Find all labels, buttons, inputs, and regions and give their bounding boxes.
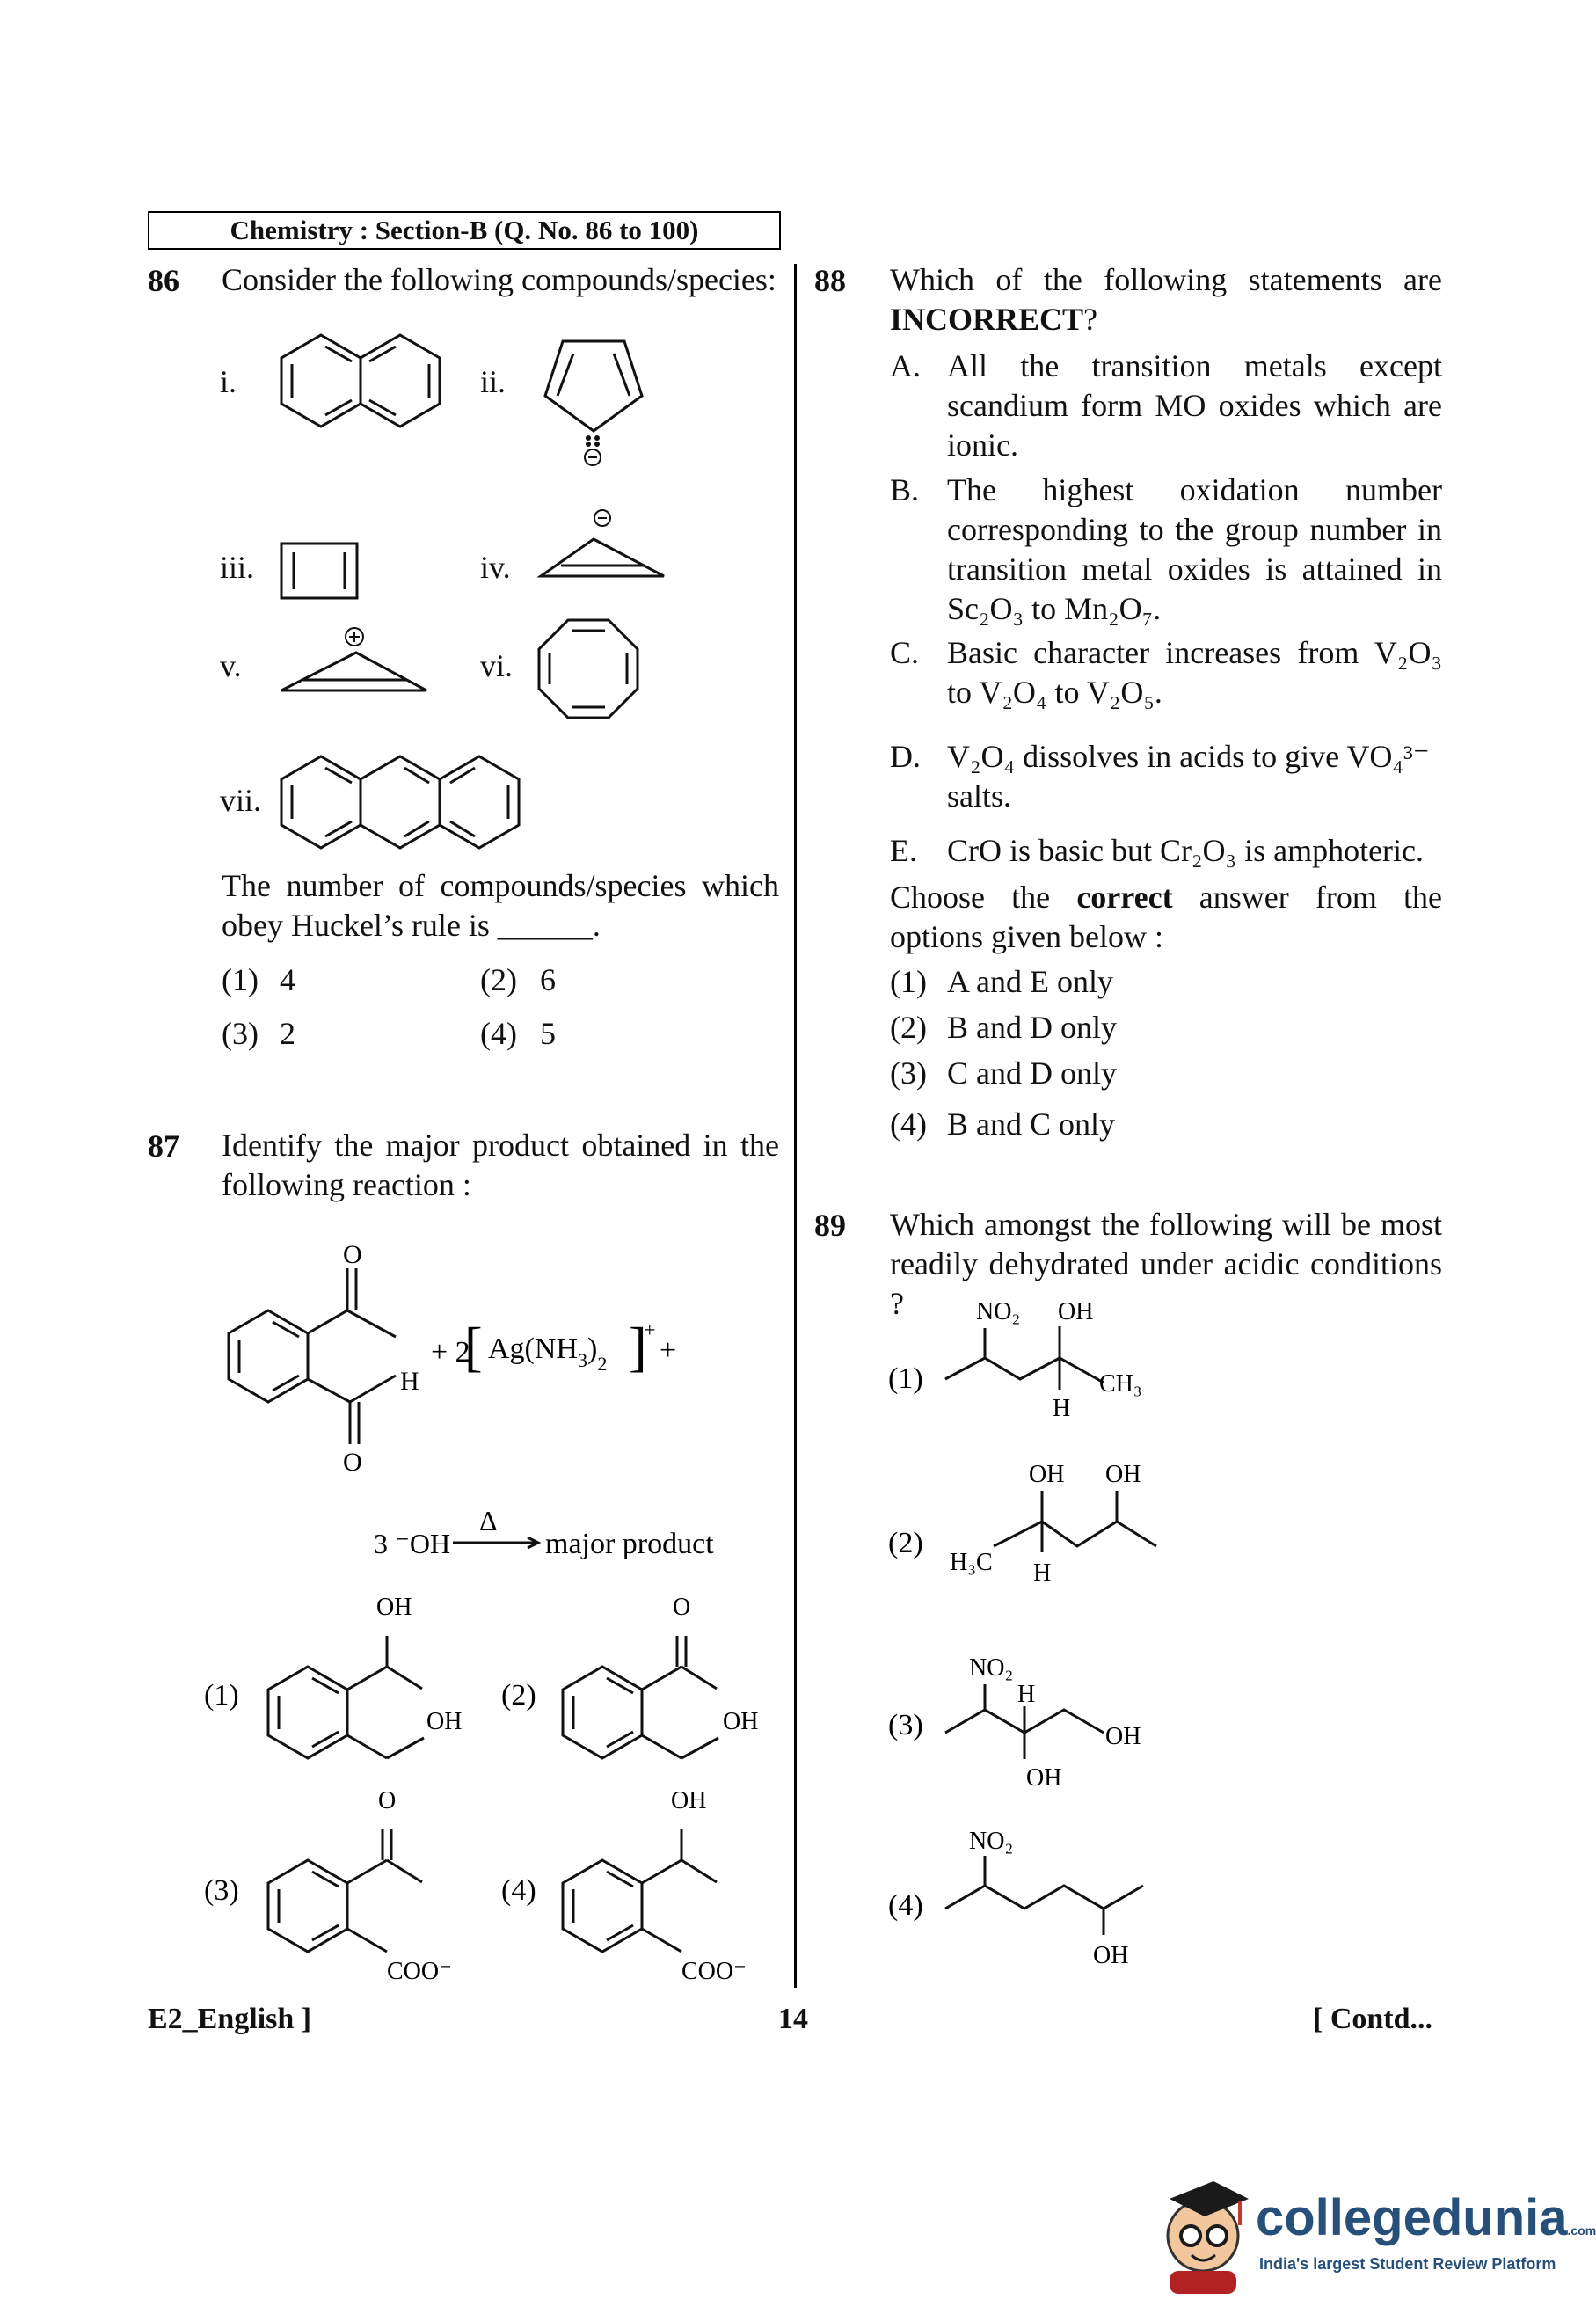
q86-opt4-value[interactable]: 5 xyxy=(540,1016,556,1051)
q89-opt2-oh-b: OH xyxy=(1105,1461,1141,1488)
q86-prompt: The number of compounds/species which obey Huckel’s rule is ______. xyxy=(222,868,779,943)
footer-right: [ Contd... xyxy=(1313,2003,1433,2035)
q88-opt1-text[interactable]: A and E only xyxy=(947,964,1113,999)
opt2-o: O xyxy=(673,1594,691,1621)
cyclopropenyl-cation-structure xyxy=(281,628,426,690)
base-text: 3 ⁻OH xyxy=(374,1528,451,1559)
q88-number: 88 xyxy=(814,263,846,298)
logo-suffix: .com xyxy=(1567,2223,1596,2238)
q86-label-ii: ii. xyxy=(480,364,506,399)
q88-question-b: INCORRECT xyxy=(890,302,1084,337)
q88-stmt-d: V₂O₄ dissolves in acids to give VO₄³⁻ salts. xyxy=(947,739,1430,814)
q86-opt1-value[interactable]: 4 xyxy=(280,962,295,997)
q86-opt3-value[interactable]: 2 xyxy=(280,1016,295,1051)
q89-structures xyxy=(796,1284,1499,1988)
q88-opt3-label[interactable]: (3) xyxy=(890,1055,927,1091)
reagent-prefix: + 2 xyxy=(431,1336,470,1369)
opt3-o: O xyxy=(378,1787,397,1814)
opt3-coo: COO⁻ xyxy=(387,1958,452,1985)
opt1-oh-bottom: OH xyxy=(426,1708,463,1735)
q88-stmt-d-label: D. xyxy=(890,739,921,774)
q89-opt1-ch3: CH₃ xyxy=(1099,1370,1142,1398)
q88-stmt-e-label: E. xyxy=(890,833,917,868)
q89-opt2-oh-a: OH xyxy=(1029,1461,1065,1488)
q86-opt3-label[interactable]: (3) xyxy=(222,1016,259,1051)
q88-opt3-text[interactable]: C and D only xyxy=(947,1055,1117,1091)
logo-name: collegedunia xyxy=(1256,2189,1568,2246)
q88-stmt-a-label: A. xyxy=(890,348,921,383)
q89-opt1-no2: NO₂ xyxy=(976,1298,1021,1325)
footer-left: E2_English ] xyxy=(148,2003,312,2035)
q88-stmt-c-label: C. xyxy=(890,635,920,670)
q89-number: 89 xyxy=(814,1208,846,1243)
q87-opt1-label: (1) xyxy=(204,1679,239,1712)
naphthalene-structure xyxy=(281,335,440,427)
cyclopropenyl-anion-structure xyxy=(541,510,664,576)
reagent-sub3: 3 xyxy=(577,1349,587,1371)
q88-question-c: ? xyxy=(1083,302,1098,337)
q89-opt2-h: H xyxy=(1033,1559,1052,1587)
q86-label-vi: vi. xyxy=(480,648,514,683)
q89-opt3-h: H xyxy=(1017,1681,1036,1708)
anthracene-structure xyxy=(281,756,519,848)
q86-number: 86 xyxy=(148,263,179,298)
svg-text:[: [ xyxy=(464,1318,483,1377)
q86-label-iii: iii. xyxy=(220,550,255,585)
q88-opt1-label[interactable]: (1) xyxy=(890,964,927,999)
reactant-h: H xyxy=(400,1367,419,1396)
reagent-sub2: 2 xyxy=(597,1353,608,1375)
q87-opt2-label: (2) xyxy=(501,1679,536,1712)
q86-label-vii: vii. xyxy=(220,783,262,818)
q87-opt3-label: (3) xyxy=(204,1874,239,1907)
svg-text:Ag(NH3)2: $Ag(NH_3)_2$ xyxy=(488,1332,608,1375)
q88-stmt-b: The highest oxidation number corresponding to the group number in transition metal oxides is attained in Sc₂O₃ to Mn₂O₇. xyxy=(947,472,1442,626)
q88-choose-a: Choose the xyxy=(890,880,1051,915)
q88-stmt-e: CrO is basic but Cr₂O₃ is amphoteric. xyxy=(947,833,1425,868)
opt4-oh: OH xyxy=(671,1787,707,1814)
q86-opt1-label[interactable]: (1) xyxy=(222,962,259,997)
q87-opt4-label: (4) xyxy=(501,1874,536,1907)
q89-opt2-h3c: H₃C xyxy=(950,1549,993,1576)
q86-question: Consider the following compounds/species: xyxy=(222,262,776,297)
q89-opt3-oh-bottom: OH xyxy=(1026,1764,1062,1792)
page-number: 14 xyxy=(778,2003,808,2035)
q86-opt2-value[interactable]: 6 xyxy=(540,962,556,997)
q87-number: 87 xyxy=(148,1128,179,1164)
q87-question: Identify the major product obtained in the following reaction : xyxy=(222,1128,779,1202)
section-header: Chemistry : Section-B (Q. No. 86 to 100) xyxy=(148,211,781,250)
q87-reaction xyxy=(0,1214,796,1985)
product-text: major product xyxy=(545,1528,714,1560)
reagent-charge: + xyxy=(644,1319,656,1342)
q89-opt3-label: (3) xyxy=(888,1709,923,1741)
delta-text: Δ xyxy=(479,1505,498,1537)
opt2-oh: OH xyxy=(723,1708,759,1735)
q88-stmt-a: All the transition metals except scandium form MO oxides which are ionic. xyxy=(947,348,1442,463)
q89-opt1-label: (1) xyxy=(888,1362,923,1395)
cyclooctatetraene-structure xyxy=(539,620,638,718)
q86-structures xyxy=(0,0,796,880)
q88-opt2-label[interactable]: (2) xyxy=(890,1010,927,1045)
q89-opt3-oh-right: OH xyxy=(1105,1723,1141,1750)
q89-opt1-h: H xyxy=(1053,1395,1071,1422)
q86-label-v: v. xyxy=(220,648,242,683)
q86-label-iv: iv. xyxy=(480,550,511,585)
reactant-o-bottom: O xyxy=(343,1448,362,1477)
svg-text:]: ] xyxy=(629,1318,647,1377)
q86-opt2-label[interactable]: (2) xyxy=(480,962,517,997)
q88-opt4-label[interactable]: (4) xyxy=(890,1106,927,1142)
q88-opt2-text[interactable]: B and D only xyxy=(947,1010,1117,1045)
q89-opt2-label: (2) xyxy=(888,1527,923,1559)
opt4-coo: COO⁻ xyxy=(681,1958,747,1985)
opt1-oh-top: OH xyxy=(376,1594,412,1621)
q89-opt4-label: (4) xyxy=(888,1889,923,1922)
reagent-text: Ag(NH xyxy=(488,1332,578,1365)
q88-stmt-b-label: B. xyxy=(890,472,920,507)
q86-opt4-label[interactable]: (4) xyxy=(480,1016,517,1051)
q86-label-i: i. xyxy=(220,364,237,399)
mascot-icon xyxy=(1152,2164,1257,2296)
q89-question: Which amongst the following will be most readily dehydrated under acidic conditions ? xyxy=(890,1207,1442,1321)
q89-opt3-no2: NO₂ xyxy=(969,1654,1014,1682)
q88-choose-b: correct xyxy=(1076,880,1173,915)
logo-tagline: India's largest Student Review Platform xyxy=(1259,2255,1556,2273)
cyclopentadienyl-anion-structure xyxy=(545,341,642,465)
q88-stmt-c: Basic character increases from V₂O₃ to V₂O₄ to V₂O₅. xyxy=(947,635,1442,710)
q88-choose-c: answer from the options given below : xyxy=(890,880,1442,954)
q89-opt4-oh: OH xyxy=(1093,1942,1129,1969)
cyclobutadiene-structure xyxy=(281,544,357,598)
reagent-plus: + xyxy=(660,1334,677,1367)
q89-opt4-no2: NO₂ xyxy=(969,1828,1014,1855)
q88-question-a: Which of the following statements are xyxy=(890,262,1442,297)
q89-opt1-oh: OH xyxy=(1058,1298,1094,1325)
collegedunia-logo xyxy=(1152,2164,1596,2296)
q88-opt4-text[interactable]: B and C only xyxy=(947,1106,1116,1142)
reactant-o-top: O xyxy=(343,1240,362,1269)
